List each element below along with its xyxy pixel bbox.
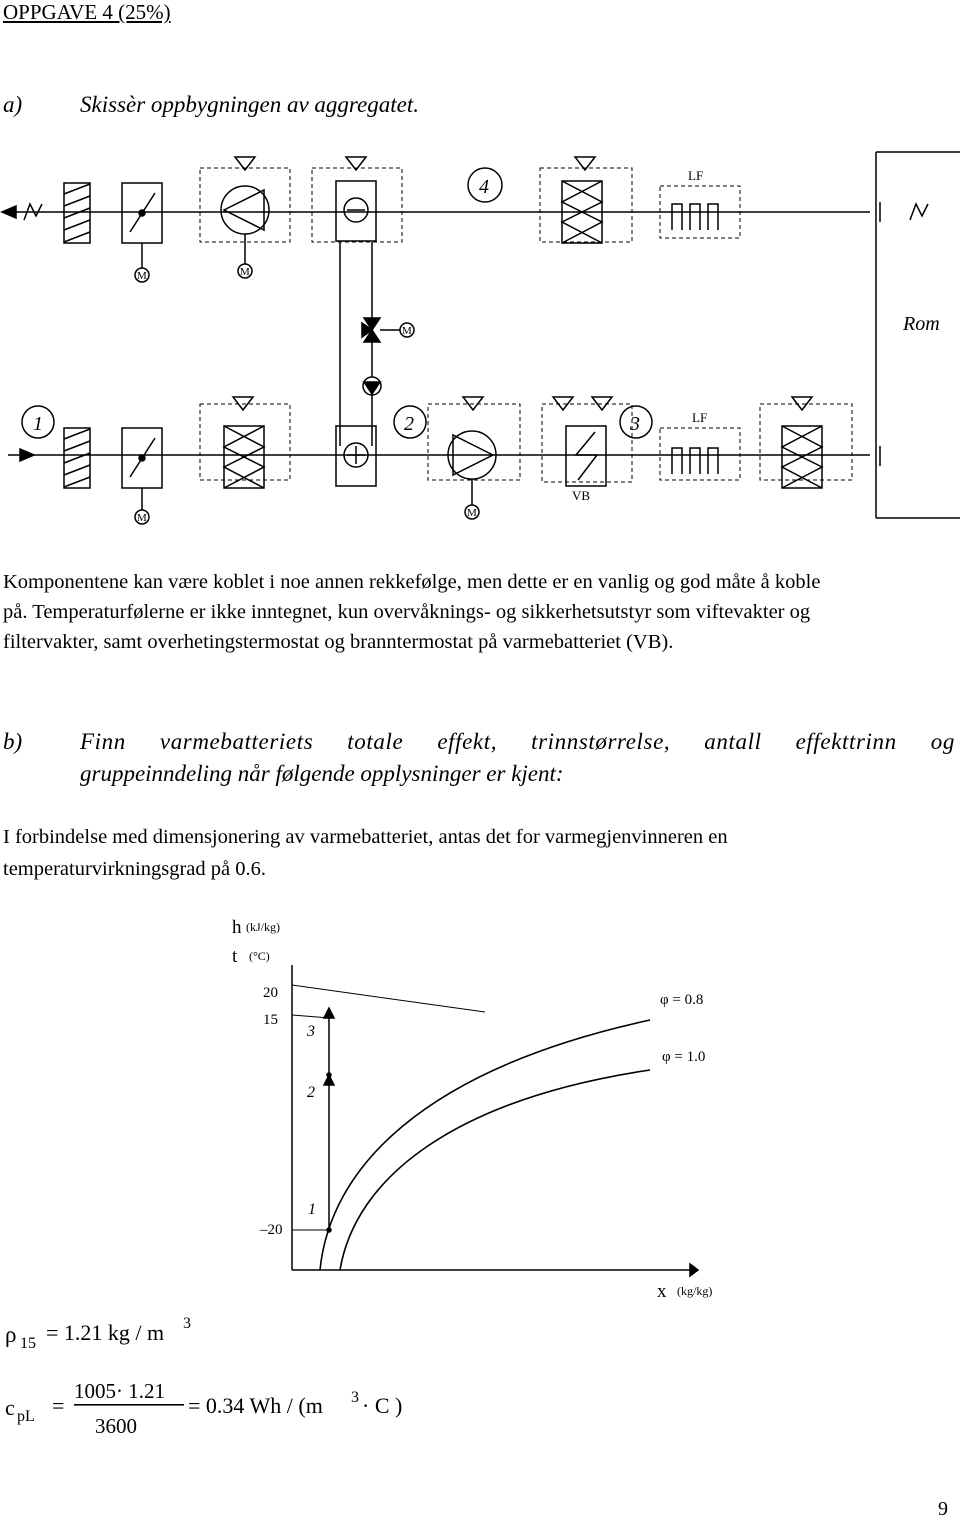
tick-label: 15 (263, 1012, 278, 1028)
page-number: 9 (938, 1498, 948, 1520)
cpl-denominator: 3600 (95, 1414, 137, 1438)
svg-text:LF: LF (692, 410, 708, 425)
h-axis-label: h (232, 917, 242, 938)
rho-symbol: ρ (5, 1322, 17, 1347)
supply-arrow-icon (20, 449, 34, 461)
svg-text:M: M (467, 507, 477, 519)
cpl-unit-exponent: 3 (351, 1389, 359, 1406)
question-a (3, 92, 419, 118)
phi-10-label: φ = 1.0 (662, 1049, 706, 1065)
sound-attenuator-top (660, 168, 740, 238)
question-b-line: Finn varmebatteriets totale effekt, trinnstørrelse, antall effekttrinn og (80, 729, 955, 754)
rho-rhs: = 1.21 kg / m (46, 1320, 165, 1345)
label-3: 3 (630, 413, 640, 435)
cpl-equals: = (52, 1393, 65, 1418)
formulas (0, 1310, 460, 1450)
label-1: 1 (33, 413, 43, 435)
exhaust-arrow-icon (2, 206, 16, 218)
svg-text:M: M (240, 266, 250, 278)
question-b-line: gruppeinndeling når følgende opplysninger er kjent: (80, 761, 564, 786)
state-point-3 (327, 1013, 331, 1017)
room-label: Rom (903, 313, 940, 335)
h-axis-unit: (kJ/kg) (246, 920, 280, 934)
damper-top (122, 183, 162, 282)
three-way-valve (362, 318, 414, 342)
cooling-coil (312, 157, 402, 242)
intro-line: på. Temperaturfølerne er ikke inntegnet, kun overvåknings- og sikkerhetsutstyr som viftevakter og (3, 601, 811, 623)
x-axis-arrow-icon (690, 1264, 698, 1276)
t-axis-unit: (°C) (249, 949, 270, 963)
point-label-3: 3 (307, 1023, 315, 1040)
filter-top (64, 183, 90, 243)
phi-08-label: φ = 0.8 (660, 992, 704, 1008)
air-handling-unit-diagram (0, 145, 960, 530)
tick-label: –20 (260, 1222, 283, 1238)
t-20-isotherm (292, 985, 485, 1012)
question-a-text: Skissèr oppbygningen av aggregatet. (80, 92, 419, 117)
label-4: 4 (479, 176, 489, 198)
rho-subscript: 15 (20, 1335, 36, 1352)
damper-bottom (122, 428, 162, 524)
filter-bottom (64, 428, 90, 488)
phi-08-curve (320, 1020, 650, 1270)
state-point-2 (327, 1073, 331, 1077)
intro-paragraph (3, 567, 958, 657)
label-2: 2 (404, 413, 414, 435)
point-label-2: 2 (307, 1084, 315, 1101)
task-heading: OPPGAVE 4 (25%) (3, 0, 171, 24)
svg-text:VB: VB (572, 488, 591, 503)
heat-recovery-bottom (200, 397, 290, 488)
point-label-1: 1 (308, 1201, 316, 1218)
svg-text:LF: LF (688, 168, 704, 183)
intro-line: filtervakter, samt overhetingstermostat og branntermostat på varmebatteriet (VB). (3, 631, 674, 653)
electric-heater-vb (542, 397, 632, 503)
heating-coil (336, 426, 376, 486)
question-a-label: a) (3, 92, 23, 117)
phi-10-curve (340, 1070, 650, 1270)
question-b-label: b) (3, 729, 23, 754)
dimensioning-line: temperaturvirkningsgrad på 0.6. (3, 858, 267, 880)
mollier-diagram (220, 910, 740, 1310)
cpl-rhs-end: · C ) (362, 1393, 403, 1418)
filter-fine-bottom (760, 397, 852, 488)
x-axis-label: x (657, 1281, 667, 1302)
cpl-rhs: = 0.34 Wh / (m (188, 1393, 323, 1418)
rho-unit-exponent: 3 (183, 1315, 191, 1332)
exhaust-fan (200, 157, 290, 278)
cpl-subscript: pL (17, 1408, 35, 1425)
cpl-numerator: 1005· 1.21 (74, 1379, 165, 1403)
sound-attenuator-bottom (660, 410, 740, 480)
tick-label: 20 (263, 985, 278, 1001)
svg-text:M: M (137, 270, 147, 282)
svg-text:M: M (402, 325, 412, 337)
svg-text:M: M (137, 512, 147, 524)
dimensioning-line: I forbindelse med dimensjonering av varmebatteriet, antas det for varmegjenvinneren en (3, 826, 728, 848)
dimensioning-paragraph (3, 821, 958, 885)
sound-attenuator-right-icon (910, 204, 928, 220)
heat-recovery-top (540, 157, 632, 243)
intro-line: Komponentene kan være koblet i noe annen rekkefølge, men dette er en vanlig og god måte å koble (3, 571, 821, 593)
supply-fan (428, 397, 520, 519)
cpl-symbol: c (5, 1395, 15, 1420)
pump-icon (363, 377, 381, 395)
fraction-bar (74, 1404, 184, 1406)
t-axis-label: t (232, 946, 238, 967)
x-axis-unit: (kg/kg) (677, 1284, 713, 1298)
